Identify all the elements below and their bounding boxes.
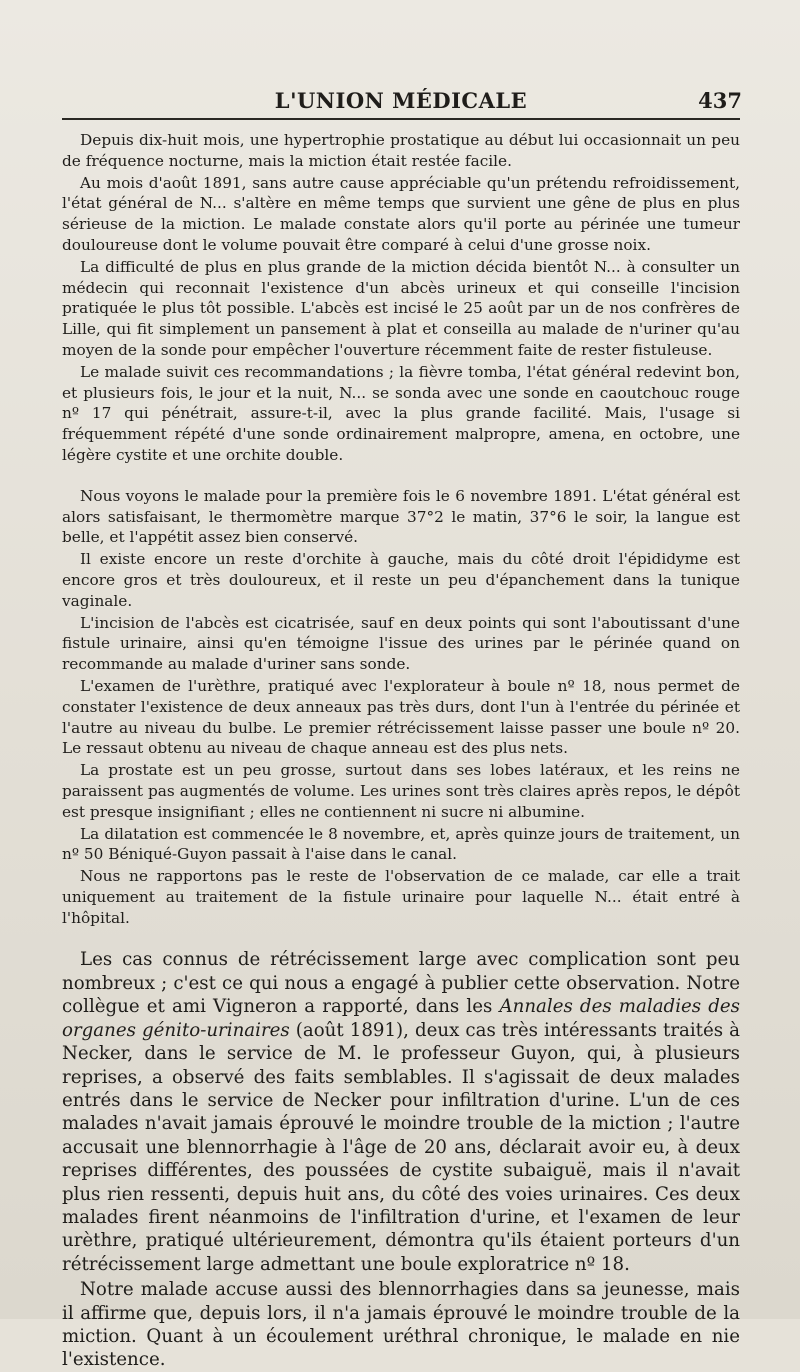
page-header bbox=[62, 0, 740, 118]
running-title: L'UNION MÉDICALE bbox=[274, 88, 528, 113]
paragraph: La difficulté de plus en plus grande de la miction décida bientôt N... à consulter un médecin qui reconnait l'existence d'un abcès urineux et qui conseille l'incision pratiquée le plus tôt possible. L'abcès est incisé le 25 août par un de nos confrères de Lille, qui fit simplement un pansement à plat et conseilla au malade de n'uriner qu'au moyen de la sonde pour empêcher l'ouverture récemment faite de rester fistuleuse. bbox=[62, 257, 740, 359]
paragraph: La dilatation est commencée le 8 novembre, et, après quinze jours de traitement, un nº 50 Béniqué-Guyon passait à l'aise dans le canal. bbox=[62, 824, 740, 864]
text-run: Les cas connus de rétrécissement large avec complication sont peu nombreux ; c'est ce qui nous a engagé à publier cette observation. Notre collègue et ami Vigneron a rapporté, dans les bbox=[62, 949, 740, 1018]
paragraph: Nous voyons le malade pour la première fois le 6 novembre 1891. L'état général est alors satisfaisant, le thermomètre marque 37°2 le matin, 37°6 le soir, la langue est belle, et l'appétit assez bien conservé. bbox=[62, 486, 740, 547]
paragraph: Au mois d'août 1891, sans autre cause appréciable qu'un prétendu refroidissement, l'état général de N... s'altère en même temps que survient une gêne de plus en plus sérieuse de la miction. Le malade constate alors qu'il porte au périnée une tumeur douloureuse dont le volume pouvait être comparé à celui d'une grosse noix. bbox=[62, 173, 740, 254]
paragraph: L'examen de l'urèthre, pratiqué avec l'explorateur à boule nº 18, nous permet de constater l'existence de deux anneaux pas très durs, dont l'un à l'entrée du périnée et l'autre au niveau du bulbe. Le premier rétrécissement laisse passer une boule nº 20. Le ressaut obtenu au niveau de chaque anneau est des plus nets. bbox=[62, 676, 740, 758]
text-run: (août 1891), deux cas très intéressants traités à Necker, dans le service de M. le professeur Guyon, qui, à plusieurs reprises, a observé des faits semblables. Il s'agissait de deux malades entrés dans le service de Necker pour infiltration d'urine. L'un de ces malades n'avait jamais éprouvé le moindre trouble de la miction ; l'autre accusait une blennorrhagie à l'âge de 20 ans, déclarait avoir eu, à deux reprises différentes, des poussées de cystite subaiguë, mais il n'avait plus rien ressenti, depuis huit ans, du côté des voies urinaires. Ces deux malades firent néanmoins de l'infiltration d'urine, et l'examen de leur urèthre, pratiqué ultérieurement, démontra qu'ils étaient porteurs d'un rétrécissement large admettant une boule exploratrice nº 18. bbox=[62, 1019, 740, 1275]
journal-title: Annales des maladies des organes génito-urinaires bbox=[62, 996, 740, 1041]
paragraph: La prostate est un peu grosse, surtout dans ses lobes latéraux, et les reins ne paraissent pas augmentés de volume. Les urines sont très claires après repos, le dépôt est presque insignifiant ; elles ne contiennent ni sucre ni albumine. bbox=[62, 761, 740, 821]
case-observation-text bbox=[62, 130, 740, 928]
page-body bbox=[62, 118, 740, 1372]
paragraph: L'incision de l'abcès est cicatrisée, sauf en deux points qui sont l'aboutissant d'une fistule urinaire, ainsi qu'en témoigne l'issue des urines par le périnée quand on recommande au malade d'uriner sans sonde. bbox=[62, 613, 740, 674]
header-rule bbox=[62, 118, 740, 120]
paragraph bbox=[62, 948, 740, 1276]
commentary-text bbox=[62, 948, 740, 1371]
paragraph: Le malade suivit ces recommandations ; la fièvre tomba, l'état général redevint bon, et plusieurs fois, le jour et la nuit, N... se sonda avec une sonde en caoutchouc rouge nº 17 qui pénétrait, assure-t-il, avec la plus grande facilité. Mais, l'usage si fréquemment répété d'une sonde ordinairement malpropre, amena, en octobre, une légère cystite et une orchite double. bbox=[62, 362, 740, 464]
paragraph: Depuis dix-huit mois, une hypertrophie prostatique au début lui occasionnait un peu de fréquence nocturne, mais la miction était restée facile. bbox=[62, 131, 740, 170]
paragraph: Notre malade accuse aussi des blennorrhagies dans sa jeunesse, mais il affirme que, depuis lors, il n'a jamais éprouvé le moindre trouble de la miction. Quant à un écoulement uréthral chronique, le malade en nie l'existence. bbox=[62, 1279, 740, 1371]
page-number: 437 bbox=[698, 88, 742, 113]
paragraph: Il existe encore un reste d'orchite à gauche, mais du côté droit l'épididyme est encore gros et très douloureux, et il reste un peu d'épanchement dans la tunique vaginale. bbox=[62, 550, 740, 610]
paragraph: Nous ne rapportons pas le reste de l'observation de ce malade, car elle a trait uniquement au traitement de la fistule urinaire pour laquelle N... était entré à l'hôpital. bbox=[62, 867, 740, 927]
